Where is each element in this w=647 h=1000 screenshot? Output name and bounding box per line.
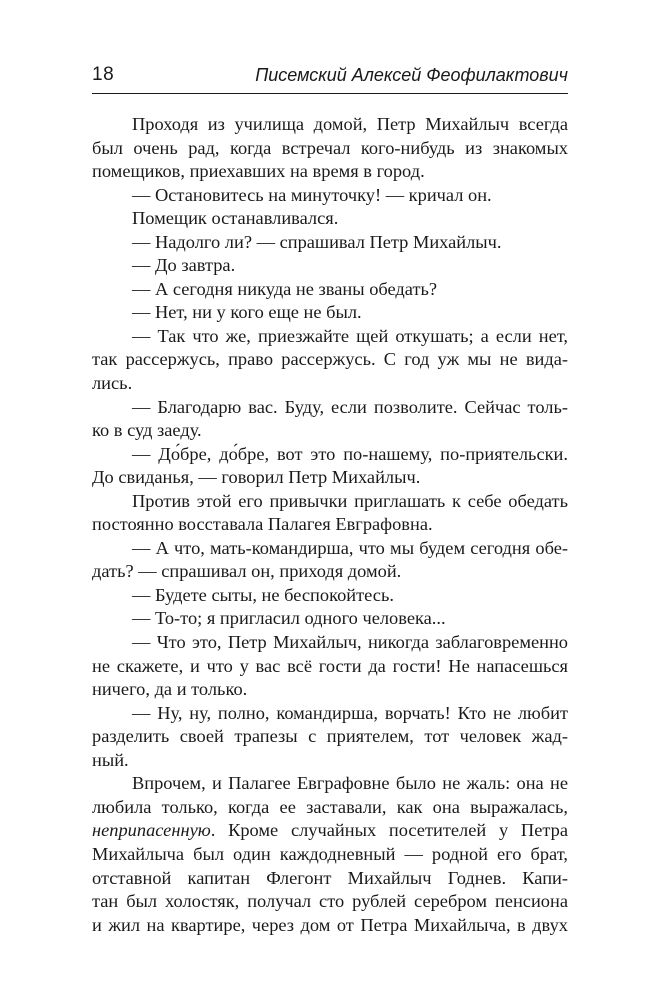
- text-line: Впрочем, и Палагее Евграфовне было не жаль: она не: [132, 773, 568, 794]
- text-line: — Что это, Петр Михайлыч, никогда заблаговременно: [132, 632, 568, 653]
- text-line: — До́бре, до́бре, вот это по-нашему, по-приятельски.: [132, 443, 568, 464]
- text-line: Проходя из училища домой, Петр Михайлыч всегда: [132, 114, 568, 134]
- text-line: — Будете сыты, не беспокойтесь.: [132, 584, 394, 605]
- running-title: Писемский Алексей Феофилактович: [255, 65, 568, 85]
- text-line: отставной капитан Флегонт Михайлыч Годнев. Капи-: [92, 867, 568, 888]
- text-line: [92, 819, 568, 843]
- text-line: — Остановитесь на минуточку! — кричал он.: [132, 184, 492, 205]
- text-line: помещиков, приехавших на время в город.: [92, 161, 425, 182]
- text-line: дать? — спрашивал он, приходя домой.: [92, 561, 402, 582]
- text-line: ный.: [92, 749, 129, 770]
- text-line: До свиданья, — говорил Петр Михайлыч.: [92, 467, 421, 488]
- header-rule: [92, 93, 568, 94]
- text-line: — А сегодня никуда не званы обедать?: [132, 278, 438, 299]
- text-line: был очень рад, когда встречал кого-нибудь из знакомых: [92, 137, 568, 158]
- text-line: — До завтра.: [132, 255, 236, 276]
- text-line: Михайлыча был один каждодневный — родной его брат,: [92, 843, 568, 864]
- text-line: и жил на квартире, через дом от Петра Михайлыча, в двух: [92, 914, 568, 935]
- text-line: Помещик останавливался.: [132, 208, 339, 229]
- page-number: 18: [92, 64, 115, 85]
- text-line: — Ну, ну, полно, командирша, ворчать! Кто не любит: [132, 702, 568, 723]
- text-line: — Так что же, приезжайте щей откушать; а если нет,: [132, 325, 568, 346]
- text-line: — Надолго ли? — спрашивал Петр Михайлыч.: [132, 231, 502, 252]
- text-line: не скажете, и что у вас всё гости да гости! Не напасешься: [92, 655, 568, 676]
- text-line: — То-то; я пригласил одного человека...: [132, 608, 446, 629]
- body-text: [92, 113, 568, 937]
- text-line: тан был холостяк, получал сто рублей серебром пенсиона: [92, 891, 568, 912]
- text-line: ничего, да и только.: [92, 679, 248, 700]
- text-line: постоянно восставала Палагея Евграфовна.: [92, 514, 433, 535]
- text-line: Против этой его привычки приглашать к себе обедать: [132, 490, 568, 511]
- italic-word: неприпасенную: [92, 820, 211, 841]
- line-text: . Кроме случайных посетителей у Петра: [210, 820, 568, 841]
- text-line: — Нет, ни у кого еще не был.: [132, 302, 362, 323]
- text-line: лись.: [92, 373, 133, 394]
- text-line: — Благодарю вас. Буду, если позволите. Сейчас толь-: [132, 396, 568, 417]
- text-line: ко в суд заеду.: [92, 420, 202, 441]
- text-line: — А что, мать-командирша, что мы будем сегодня обе-: [132, 537, 568, 558]
- text-line: так рассержусь, право рассержусь. С год уж мы не вида-: [92, 349, 568, 370]
- page-header: [92, 62, 568, 102]
- text-line: любила только, когда ее заставали, как она выражалась,: [92, 796, 568, 817]
- text-line: разделить своей трапезы с приятелем, тот человек жад-: [92, 726, 568, 747]
